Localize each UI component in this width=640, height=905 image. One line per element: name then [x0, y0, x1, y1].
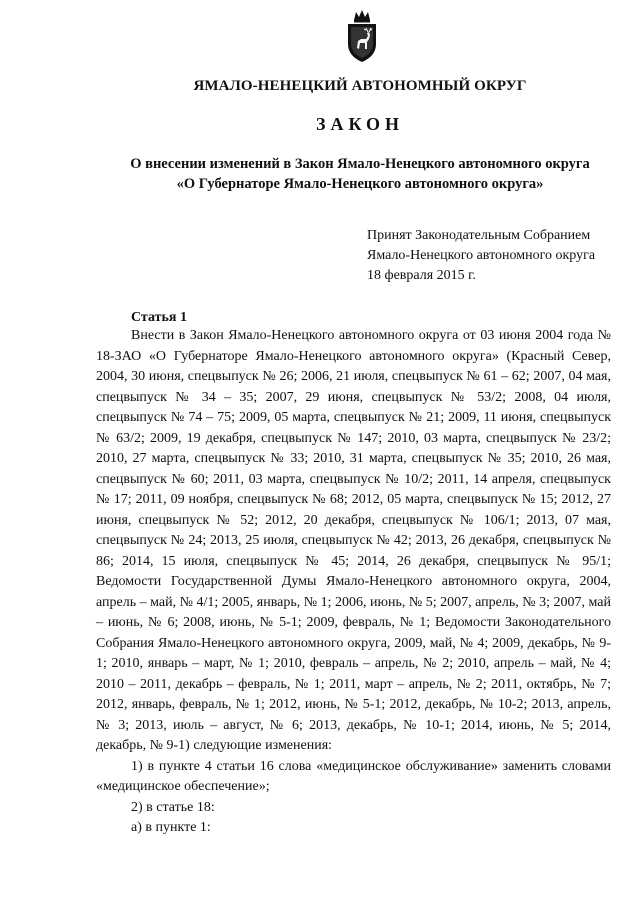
adoption-date: 18 февраля 2015 г. [367, 268, 476, 283]
coat-of-arms-icon [342, 8, 382, 64]
article-intro-paragraph: Внести в Закон Ямало-Ненецкого автономного округа от 03 июня 2004 года № 18-ЗАО «О Губернаторе Ямало-Ненецкого автономного округа» (Красный Север, 2004, 30 июня, спецвыпуск № 26; 2006, 21 июля, спецвыпуск № 61 – 62; 2007, 04 мая, спецвыпуск № 34 – 35; 2007, 29 июня, спецвыпуск № 53/2; 2008, 04 июля, спецвыпуск № 74 – 75; 2009, 05 марта, спецвыпуск № 21; 2009, 11 июня, спецвыпуск № 63/2; 2009, 19 декабря, спецвыпуск № 147; 2010, 03 марта, спецвыпуск № 23/2; 2010, 27 марта, спецвыпуск № 33; 2010, 31 марта, спецвыпуск № 35; 2010, 26 мая, спецвыпуск № 60; 2011, 03 марта, спецвыпуск № 10/2; 2011, 14 апреля, спецвыпуск № 17; 2011, 09 ноября, спецвыпуск № 68; 2012, 05 марта, спецвыпуск № 15; 2012, 27 июня, спецвыпуск № 52; 2012, 20 декабря, спецвыпуск № 106/1; 2013, 07 мая, спецвыпуск № 24; 2013, 25 июля, спецвыпуск № 42; 2013, 26 декабря, спецвыпуск № 86; 2014, 15 июля, спецвыпуск № 45; 2014, 26 декабря, спецвыпуск № 95/1; Ведомости Государственной Думы Ямало-Ненецкого автономного округа, 2004, апрель – май, № 4/1; 2005, январь, № 1; 2006, июнь, № 5; 2007, апрель, № 3; 2007, май – июнь, № 6; 2008, июнь, № 5-1; 2009, февраль, № 1; Ведомости Законодательного Собрания Ямало-Ненецкого автономного округа, 2009, май, № 4; 2009, декабрь, № 9-1; 2010, январь – март, № 1; 2010, февраль – апрель, № 2; 2010, апрель – май, № 4; 2010 – 2011, декабрь – февраль, № 1; 2011, март – апрель, № 2; 2011, октябрь, № 7; 2012, январь, февраль, № 1; 2012, июнь, № 5-1; 2012, декабрь, № 10-2; 2013, апрель, № 3; 2013, июль – август, № 6; 2013, декабрь, № 10-1; 2014, июнь, № 5; 2014, декабрь, № 9-1) следующие изменения: [96, 328, 611, 753]
adoption-note-line2: Ямало-Ненецкого автономного округа [367, 248, 596, 263]
article-body [96, 326, 611, 839]
region-title: ЯМАЛО-НЕНЕЦКИЙ АВТОНОМНЫЙ ОКРУГ [193, 78, 527, 94]
law-subject-line1: О внесении изменений в Закон Ямало-Ненецкого автономного округа [130, 156, 590, 172]
article-item-1: 1) в пункте 4 статьи 16 слова «медицинское обслуживание» заменить словами «медицинское обеспечение»; [96, 758, 611, 794]
adoption-note-line1: Принят Законодательным Собранием [367, 228, 591, 243]
article-heading: Статья 1 [131, 310, 187, 325]
adoption-note [367, 226, 595, 286]
law-title: ЗАКОН [315, 114, 405, 134]
law-subject [60, 154, 640, 194]
article-item-2a: а) в пункте 1: [131, 820, 211, 835]
article-item-2: 2) в статье 18: [131, 799, 215, 815]
law-subject-line2: «О Губернаторе Ямало-Ненецкого автономного округа» [176, 176, 544, 192]
